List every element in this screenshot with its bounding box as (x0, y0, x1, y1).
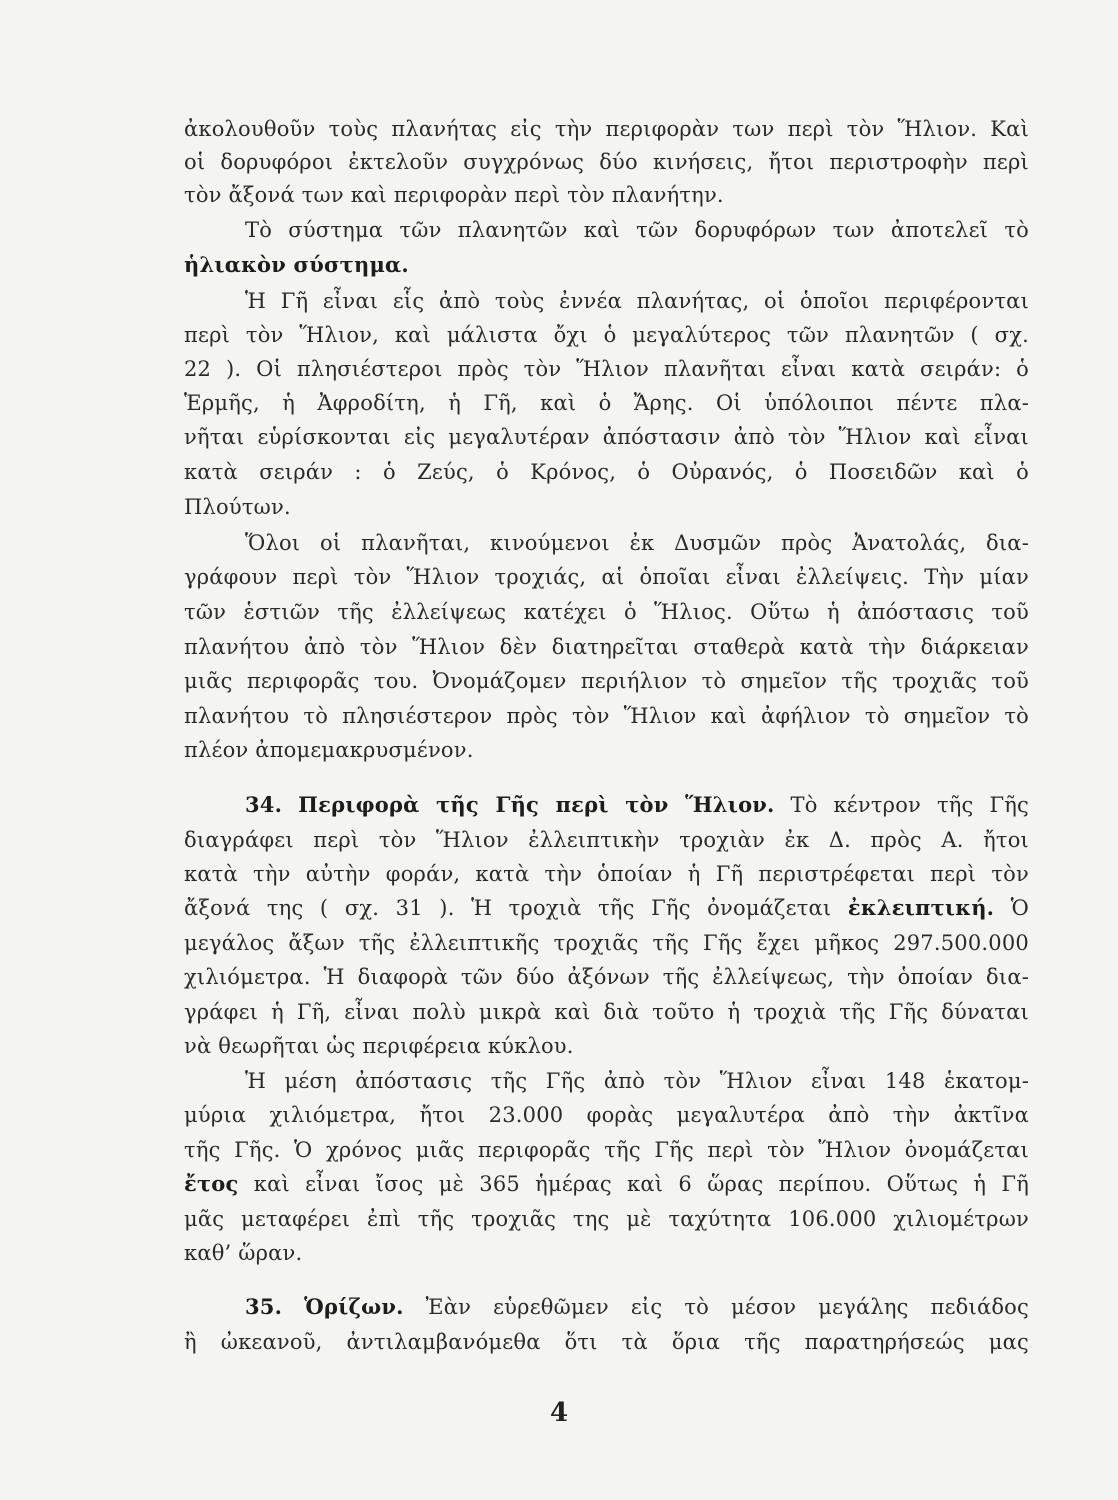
text-line: νῆται εὑρίσκονται εἰς μεγαλυτέραν ἀπόστασιν ἀπὸ τὸν Ἥλιον καὶ εἶναι (184, 425, 1029, 449)
text-line: Τὸ σύστημα τῶν πλανητῶν καὶ τῶν δορυφόρων των ἀποτελεῖ τὸ (245, 218, 1029, 242)
text-line: περὶ τὸν Ἥλιον, καὶ μάλιστα ὄχι ὁ μεγαλύτερος τῶν πλανητῶν ( σχ. (184, 323, 1029, 347)
text-line: μᾶς μεταφέρει ἐπὶ τῆς τροχιᾶς της μὲ ταχύτητα 106.000 χιλιομέτρων (184, 1207, 1029, 1231)
text-line: χιλιόμετρα. Ἡ διαφορὰ τῶν δύο ἀξόνων τῆς ἐλλείψεως, τὴν ὁποίαν δια- (184, 965, 1029, 989)
text-line: πλανήτου τὸ πλησιέστερον πρὸς τὸν Ἥλιον καὶ ἀφήλιον τὸ σημεῖον τὸ (184, 704, 1029, 728)
text-line: ἢ ὠκεανοῦ, ἀντιλαμβανόμεθα ὅτι τὰ ὅρια τῆς παρατηρήσεώς μας (184, 1330, 1029, 1354)
text-line: καθ’ ὥραν. (184, 1241, 303, 1265)
text-line: γράφουν περὶ τὸν Ἥλιον τροχιάς, αἱ ὁποῖαι εἶναι ἐλλείψεις. Τὴν μίαν (184, 565, 1029, 589)
text-line: κατὰ σειράν : ὁ Ζεύς, ὁ Κρόνος, ὁ Οὐρανός, ὁ Ποσειδῶν καὶ ὁ (184, 460, 1029, 484)
text-fragment: καὶ εἶναι ἴσος μὲ 365 ἡμέρας καὶ 6 ὥρας περίπου. Οὕτως ἡ Γῆ (253, 1172, 1029, 1196)
text-line: τῆς Γῆς. Ὁ χρόνος μιᾶς περιφορᾶς τῆς Γῆς περὶ τὸν Ἥλιον ὀνομάζεται (184, 1138, 1029, 1162)
text-line: μιᾶς περιφορᾶς του. Ὀνομάζομεν περιήλιον τὸ σημεῖον τῆς τροχιᾶς τοῦ (184, 669, 1029, 693)
text-line: Ἑρμῆς, ἡ Ἀφροδίτη, ἡ Γῆ, καὶ ὁ Ἄρης. Οἱ ὑπόλοιποι πέντε πλα- (184, 391, 1029, 415)
text-line: νὰ θεωρῆται ὡς περιφέρεια κύκλου. (184, 1034, 574, 1058)
text-line: Ἡ μέση ἀπόστασις τῆς Γῆς ἀπὸ τὸν Ἥλιον εἶναι 148 ἑκατομ- (245, 1069, 1029, 1093)
term-solar-system: ἡλιακὸν σύστημα. (184, 252, 409, 277)
text-line: ἀκολουθοῦν τοὺς πλανήτας εἰς τὴν περιφορὰν των περὶ τὸν Ἥλιον. Καὶ (184, 117, 1029, 141)
text-line: τῶν ἑστιῶν τῆς ἐλλείψεως κατέχει ὁ Ἥλιος. Οὕτω ἡ ἀπόστασις τοῦ (184, 600, 1029, 624)
text-line: 22 ). Οἱ πλησιέστεροι πρὸς τὸν Ἥλιον πλανῆται εἶναι κατὰ σειράν: ὁ (184, 357, 1029, 381)
section-35-line (245, 1290, 1029, 1324)
term-ecliptic: ἐκλειπτική. (847, 895, 995, 920)
text-line: κατὰ τὴν αὐτὴν φοράν, κατὰ τὴν ὁποίαν ἡ Γῆ περιστρέφεται περὶ τὸν (184, 862, 1029, 886)
text-fragment: ἄξονά της ( σχ. 31 ). Ἡ τροχιὰ τῆς Γῆς ὀνομάζεται (184, 896, 832, 920)
text-line: Ἡ Γῆ εἶναι εἷς ἀπὸ τοὺς ἐννέα πλανήτας, οἱ ὁποῖοι περιφέρονται (245, 289, 1029, 313)
text-line: διαγράφει περὶ τὸν Ἥλιον ἐλλειπτικὴν τροχιὰν ἐκ Δ. πρὸς Α. ἤτοι (184, 828, 1029, 852)
text-line: τὸν ἄξονά των καὶ περιφορὰν περὶ τὸν πλανήτην. (184, 183, 724, 207)
section-35-title: Ὁρίζων. (304, 1294, 404, 1319)
text-line-with-term (184, 1167, 1029, 1201)
text-fragment: Ὁ (1010, 896, 1029, 920)
text-fragment: Τὸ κέντρον τῆς Γῆς (790, 793, 1029, 817)
section-35-number: 35. (245, 1294, 283, 1319)
text-line: γράφει ἡ Γῆ, εἶναι πολὺ μικρὰ καὶ διὰ τοῦτο ἡ τροχιὰ τῆς Γῆς δύναται (184, 1000, 1029, 1024)
section-34-number: 34. (245, 792, 283, 817)
text-line-with-term (184, 891, 1029, 925)
text-line: οἱ δορυφόροι ἐκτελοῦν συγχρόνως δύο κινήσεις, ἤτοι περιστροφὴν περὶ (184, 150, 1029, 174)
text-line: μύρια χιλιόμετρα, ἤτοι 23.000 φορὰς μεγαλυτέρα ἀπὸ τὴν ἀκτῖνα (184, 1103, 1029, 1127)
text-line: μεγάλος ἄξων τῆς ἐλλειπτικῆς τροχιᾶς τῆς Γῆς ἔχει μῆκος 297.500.000 (184, 931, 1029, 955)
section-34-title: Περιφορὰ τῆς Γῆς περὶ τὸν Ἥλιον. (298, 792, 775, 817)
text-line: Πλούτων. (184, 495, 291, 519)
text-fragment: Ἐὰν εὑρεθῶμεν εἰς τὸ μέσον μεγάλης πεδιάδος (425, 1295, 1029, 1319)
term-year: ἔτος (184, 1171, 239, 1196)
text-line: Ὅλοι οἱ πλανῆται, κινούμενοι ἐκ Δυσμῶν πρὸς Ἀνατολάς, δια- (245, 531, 1029, 555)
section-34-line (245, 788, 1029, 822)
text-line: πλανήτου ἀπὸ τὸν Ἥλιον δὲν διατηρεῖται σταθερὰ κατὰ τὴν διάρκειαν (184, 635, 1029, 659)
page-number: 4 (549, 1398, 569, 1428)
text-line: πλέον ἀπομεμακρυσμένον. (184, 738, 474, 762)
